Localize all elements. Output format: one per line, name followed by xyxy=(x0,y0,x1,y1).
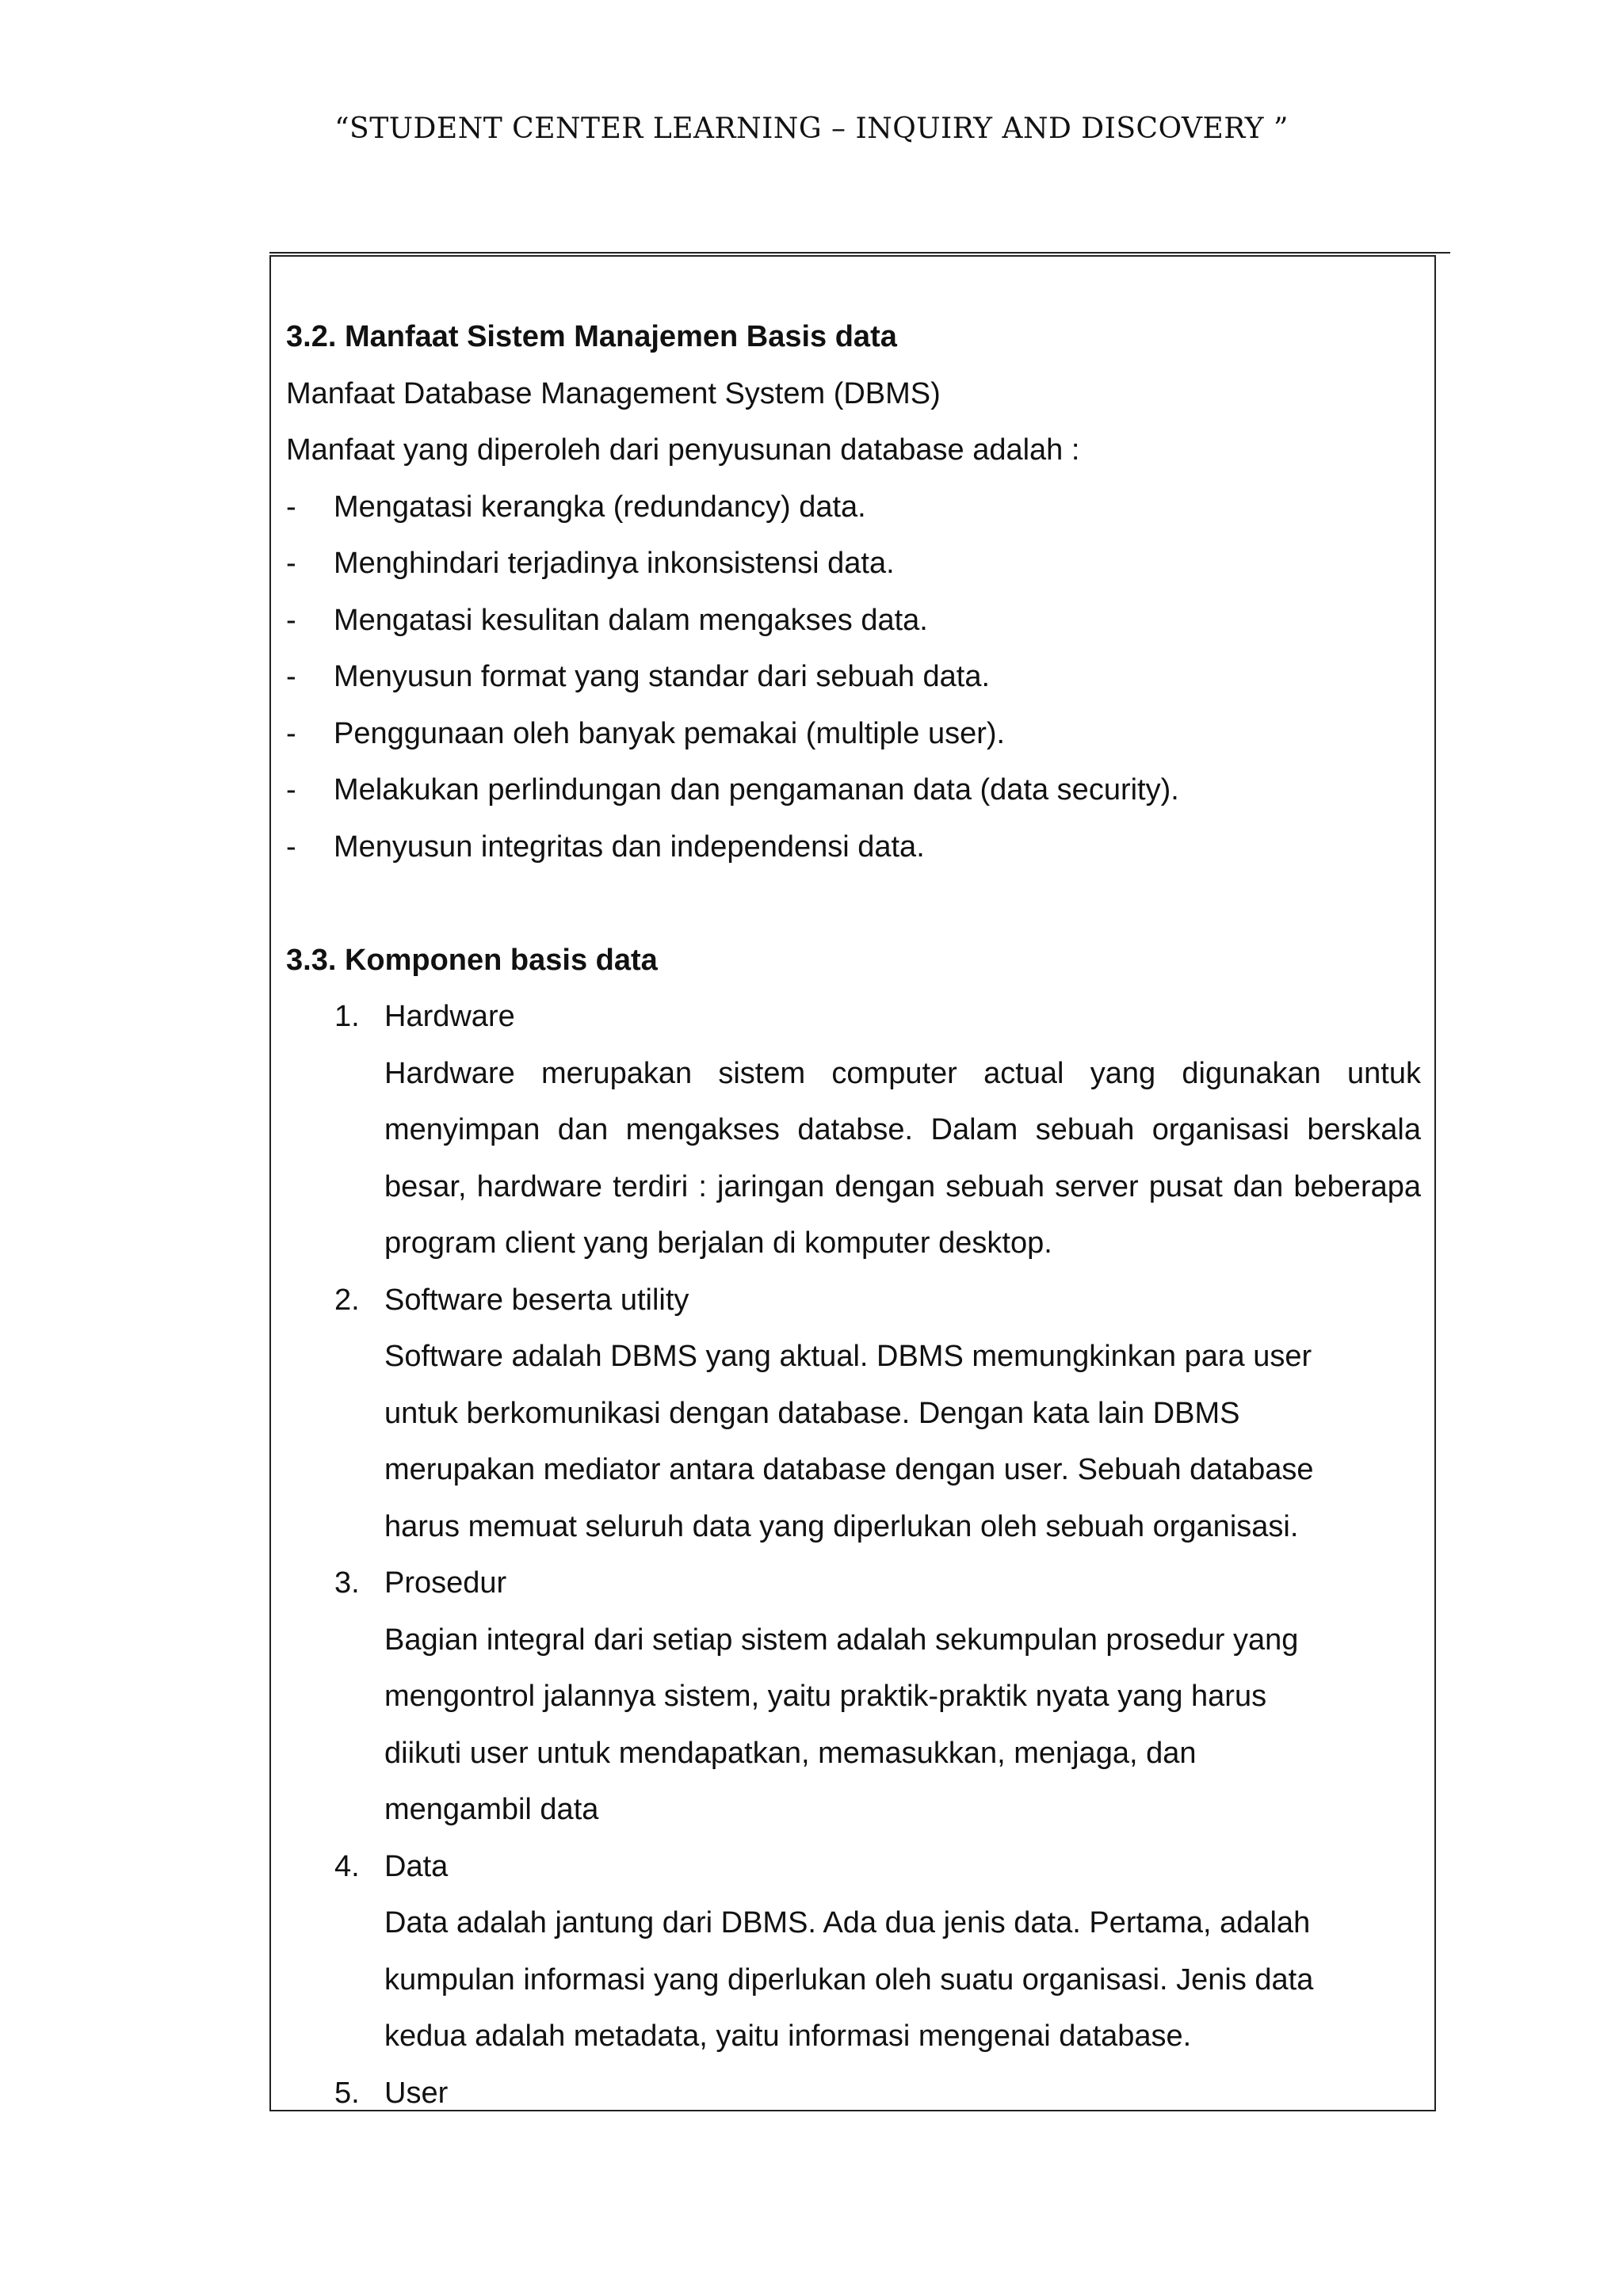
item-number: 1. xyxy=(334,1000,360,1033)
section-33-heading: 3.3. Komponen basis data xyxy=(286,943,658,977)
list-item xyxy=(286,536,1421,593)
section-32-subtitle: Manfaat Database Management System (DBMS) xyxy=(286,376,941,410)
item-number: 3. xyxy=(334,1566,360,1600)
item-title: Prosedur xyxy=(384,1566,507,1600)
component-item-user xyxy=(286,2065,1421,2122)
benefit-list xyxy=(286,479,1421,876)
section-32-intro: Manfaat yang diperoleh dari penyusunan database adalah : xyxy=(286,433,1080,467)
bullet-dash: - xyxy=(286,603,296,637)
item-title: Hardware xyxy=(384,1000,515,1033)
component-item-prosedur xyxy=(286,1555,1421,1839)
list-item-text: Penggunaan oleh banyak pemakai (multiple user). xyxy=(334,716,1006,750)
item-description: Software adalah DBMS yang aktual. DBMS memungkinkan para user untuk berkomunikasi dengan database. Dengan kata lain DBMS merupakan mediator antara database dengan user. Sebuah database harus memuat seluruh data yang diperlukan oleh sebuah organisasi. xyxy=(384,1340,1314,1543)
item-number: 2. xyxy=(334,1283,360,1317)
list-item-text: Menyusun format yang standar dari sebuah data. xyxy=(334,660,991,693)
list-item xyxy=(286,649,1421,706)
bullet-dash: - xyxy=(286,773,296,807)
list-item-text: Mengatasi kesulitan dalam mengakses data. xyxy=(334,603,928,637)
list-item-text: Menyusun integritas dan independensi data. xyxy=(334,830,925,864)
list-item xyxy=(286,762,1421,819)
document-content xyxy=(286,309,1421,2122)
list-item xyxy=(286,479,1421,536)
component-item-data xyxy=(286,1839,1421,2065)
list-item xyxy=(286,706,1421,763)
list-item xyxy=(286,593,1421,650)
header-divider xyxy=(269,252,1450,254)
list-item-text: Menghindari terjadinya inkonsistensi data. xyxy=(334,547,895,580)
item-title: Data xyxy=(384,1849,449,1883)
list-item xyxy=(286,819,1421,876)
item-description: Bagian integral dari setiap sistem adalah sekumpulan prosedur yang mengontrol jalannya sistem, yaitu praktik-praktik nyata yang harus diikuti user untuk mendapatkan, memasukkan, menjaga, dan mengambil data xyxy=(384,1623,1299,1826)
item-number: 5. xyxy=(334,2076,360,2110)
item-description: Hardware merupakan sistem computer actual yang digunakan untuk menyimpan dan mengakses databse. Dalam sebuah organisasi berskala besar, hardware terdiri : jaringan dengan sebuah server pusat dan beberapa program client yang berjalan di komputer desktop. xyxy=(384,1056,1421,1260)
item-number: 4. xyxy=(334,1849,360,1883)
item-description: Data adalah jantung dari DBMS. Ada dua jenis data. Pertama, adalah kumpulan informasi yang diperlukan oleh suatu organisasi. Jenis data kedua adalah metadata, yaitu informasi mengenai database. xyxy=(384,1906,1314,2053)
list-item-text: Mengatasi kerangka (redundancy) data. xyxy=(334,490,866,524)
item-title: Software beserta utility xyxy=(384,1283,689,1317)
section-spacer xyxy=(286,875,1421,933)
bullet-dash: - xyxy=(286,490,296,524)
item-title: User xyxy=(384,2076,449,2110)
bullet-dash: - xyxy=(286,830,296,864)
component-item-software xyxy=(286,1272,1421,1556)
section-32-heading: 3.2. Manfaat Sistem Manajemen Basis data xyxy=(286,320,897,353)
list-item-text: Melakukan perlindungan dan pengamanan data (data security). xyxy=(334,773,1179,807)
component-item-hardware xyxy=(286,989,1421,1272)
bullet-dash: - xyxy=(286,660,296,693)
bullet-dash: - xyxy=(286,716,296,750)
page-header-title: “STUDENT CENTER LEARNING – INQUIRY AND DISCOVERY ” xyxy=(334,113,1289,145)
component-list xyxy=(286,989,1421,2122)
bullet-dash: - xyxy=(286,547,296,580)
